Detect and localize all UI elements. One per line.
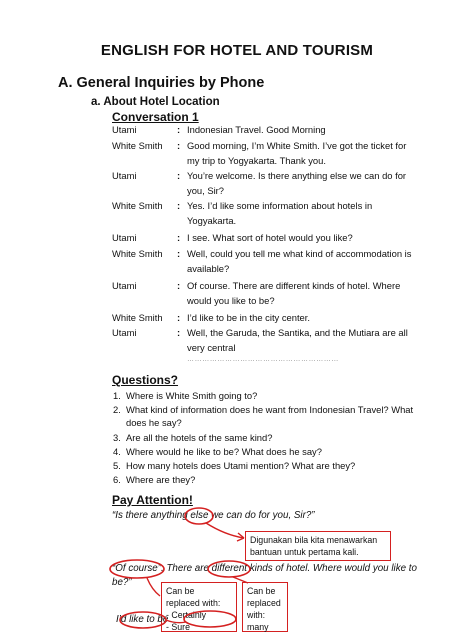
note-line: bantuan untuk pertama kali. — [250, 547, 359, 557]
speaker-name: White Smith — [112, 140, 163, 151]
note-line: Digunakan bila kita menawarkan — [250, 535, 378, 545]
annotation-arrow — [166, 620, 186, 623]
annotation-arrow — [206, 523, 244, 538]
dialogue-line: Well, the Garuda, the Santika, and the Mutiara are all — [187, 327, 408, 338]
colon: : — [177, 200, 181, 211]
dialogue-line: Of course. There are different kinds of hotel. Where — [187, 280, 401, 291]
question-text: does he say? — [126, 417, 182, 428]
speaker-name: Utami — [112, 280, 137, 291]
dialogue-line: Well, could you tell me what kind of accommodation is — [187, 248, 412, 259]
colon: : — [177, 170, 181, 181]
highlight-circle — [208, 561, 250, 577]
dialogue-line: very central — [187, 342, 236, 353]
dialogue-line: available? — [187, 263, 230, 274]
questions-heading: Questions? — [112, 373, 179, 387]
speaker-name: Utami — [112, 124, 137, 135]
highlight-circle — [110, 560, 164, 578]
example-sentence: “Of course”. There are different kinds of hotel. Where would you like to — [112, 563, 417, 574]
pay-attention-heading: Pay Attention! — [112, 493, 193, 507]
example-sentence: be?” — [112, 577, 132, 588]
dialogue-line: you, Sir? — [187, 185, 224, 196]
question-text: How many hotels does Utami mention? What are they? — [126, 460, 356, 471]
colon: : — [177, 140, 181, 151]
dotted-continuation: …………………………………………………… — [187, 356, 339, 363]
question-number: 4. — [113, 446, 121, 457]
highlight-circle — [120, 612, 166, 628]
dialogue-line: I see. What sort of hotel would you like? — [187, 232, 353, 243]
annotation-arrow — [233, 577, 248, 583]
question-number: 2. — [113, 404, 121, 415]
question-text: Where is White Smith going to? — [126, 390, 258, 401]
colon: : — [177, 248, 181, 259]
colon: : — [177, 124, 181, 135]
speaker-name: Utami — [112, 232, 137, 243]
question-number: 3. — [113, 432, 121, 443]
dialogue-line: Good morning, I’m White Smith. I’ve got the ticket for — [187, 140, 407, 151]
dialogue-line: would you like to be? — [187, 295, 275, 306]
note-line: Can be — [247, 586, 276, 596]
dialogue-line: Yogyakarta. — [187, 215, 237, 226]
note-line: - Certainly — [166, 610, 207, 620]
subsection-heading: a. About Hotel Location — [91, 96, 220, 108]
note-line: - Sure — [166, 622, 190, 632]
speaker-name: White Smith — [112, 200, 163, 211]
highlight-circle — [184, 611, 236, 627]
example-sentence: I’d like to be — [116, 614, 169, 625]
question-text: Where would he like to be? What does he say? — [126, 446, 322, 457]
question-number: 1. — [113, 390, 121, 401]
note-line: Can be — [166, 586, 195, 596]
colon: : — [177, 327, 181, 338]
dialogue-line: Yes. I’d like some information about hotels in — [187, 200, 373, 211]
note-line: replaced with: — [166, 598, 221, 608]
note-line: with: — [247, 610, 266, 620]
note-line: many — [247, 622, 269, 632]
colon: : — [177, 280, 181, 291]
question-text: Where are they? — [126, 474, 196, 485]
dialogue-line: Indonesian Travel. Good Morning — [187, 124, 326, 135]
colon: : — [177, 232, 181, 243]
question-text: Are all the hotels of the same kind? — [126, 432, 273, 443]
dialogue-line: I’d like to be in the city center. — [187, 312, 310, 323]
section-heading: A. General Inquiries by Phone — [58, 75, 265, 91]
question-number: 5. — [113, 460, 121, 471]
example-sentence: “Is there anything else we can do for you, Sir?” — [112, 510, 315, 521]
conversation-heading: Conversation 1 — [112, 110, 199, 124]
speaker-name: Utami — [112, 170, 137, 181]
speaker-name: White Smith — [112, 248, 163, 259]
highlight-circle — [185, 508, 213, 524]
colon: : — [177, 312, 181, 323]
dialogue-line: You’re welcome. Is there anything else we can do for — [187, 170, 407, 181]
question-number: 6. — [113, 474, 121, 485]
speaker-name: White Smith — [112, 312, 163, 323]
annotation-arrow — [147, 578, 160, 596]
page-title: ENGLISH FOR HOTEL AND TOURISM — [100, 42, 374, 59]
dialogue-line: my trip to Yogyakarta. Thank you. — [187, 155, 326, 166]
speaker-name: Utami — [112, 327, 137, 338]
note-line: replaced — [247, 598, 281, 608]
question-text: What kind of information does he want from Indonesian Travel? What — [126, 404, 414, 415]
